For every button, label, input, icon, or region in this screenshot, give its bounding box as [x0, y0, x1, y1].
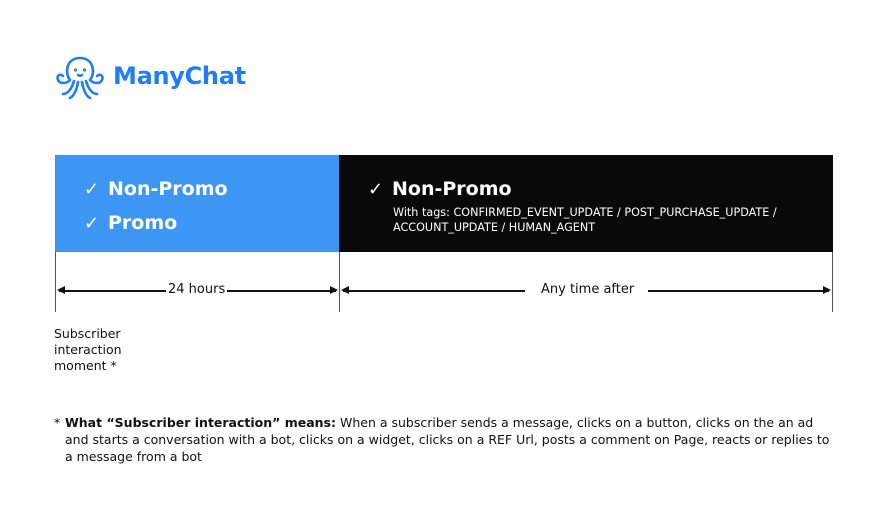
arrow-label-24-hours: 24 hours	[168, 282, 226, 297]
octopus-icon	[54, 50, 106, 102]
blue-item-promo	[84, 212, 177, 234]
checkmark-icon: ✓	[84, 212, 100, 234]
black-item-title: Non-Promo	[392, 178, 512, 200]
interaction-moment-label: Subscriber interaction moment *	[54, 326, 122, 373]
non-promo-band	[339, 155, 833, 252]
arrow-any-time-right	[648, 290, 829, 292]
footnote-star: *	[54, 415, 61, 430]
arrow-label-any-time: Any time after	[541, 282, 635, 297]
promo-window-band	[55, 155, 339, 252]
blue-item-non-promo	[84, 178, 228, 200]
timeline-start-line	[55, 252, 56, 312]
footnote-heading: What “Subscriber interaction” means:	[65, 415, 336, 430]
checkmark-icon: ✓	[368, 178, 384, 200]
timeline-end-line	[832, 252, 833, 312]
arrow-any-time-left	[343, 290, 525, 292]
timeline-mid-line	[339, 252, 340, 312]
tags-line: With tags: CONFIRMED_EVENT_UPDATE / POST_PURCHASE_UPDATE /	[393, 206, 777, 219]
logo	[54, 50, 246, 102]
blue-item-label: Non-Promo	[108, 178, 228, 200]
tags-description	[393, 205, 813, 235]
blue-item-label: Promo	[108, 212, 178, 234]
checkmark-icon: ✓	[84, 178, 100, 200]
logo-text: ManyChat	[113, 62, 246, 90]
black-item-non-promo	[368, 178, 512, 200]
footnote-text: When a subscriber sends a message, clicks on a button, clicks on the an ad and starts a conversation with a bot, clicks on a widget, clicks on a REF Url, posts a comment on Page, reacts or replies to a message from a bot	[65, 415, 830, 464]
footnote	[54, 414, 834, 465]
tags-line: ACCOUNT_UPDATE / HUMAN_AGENT	[393, 221, 596, 234]
